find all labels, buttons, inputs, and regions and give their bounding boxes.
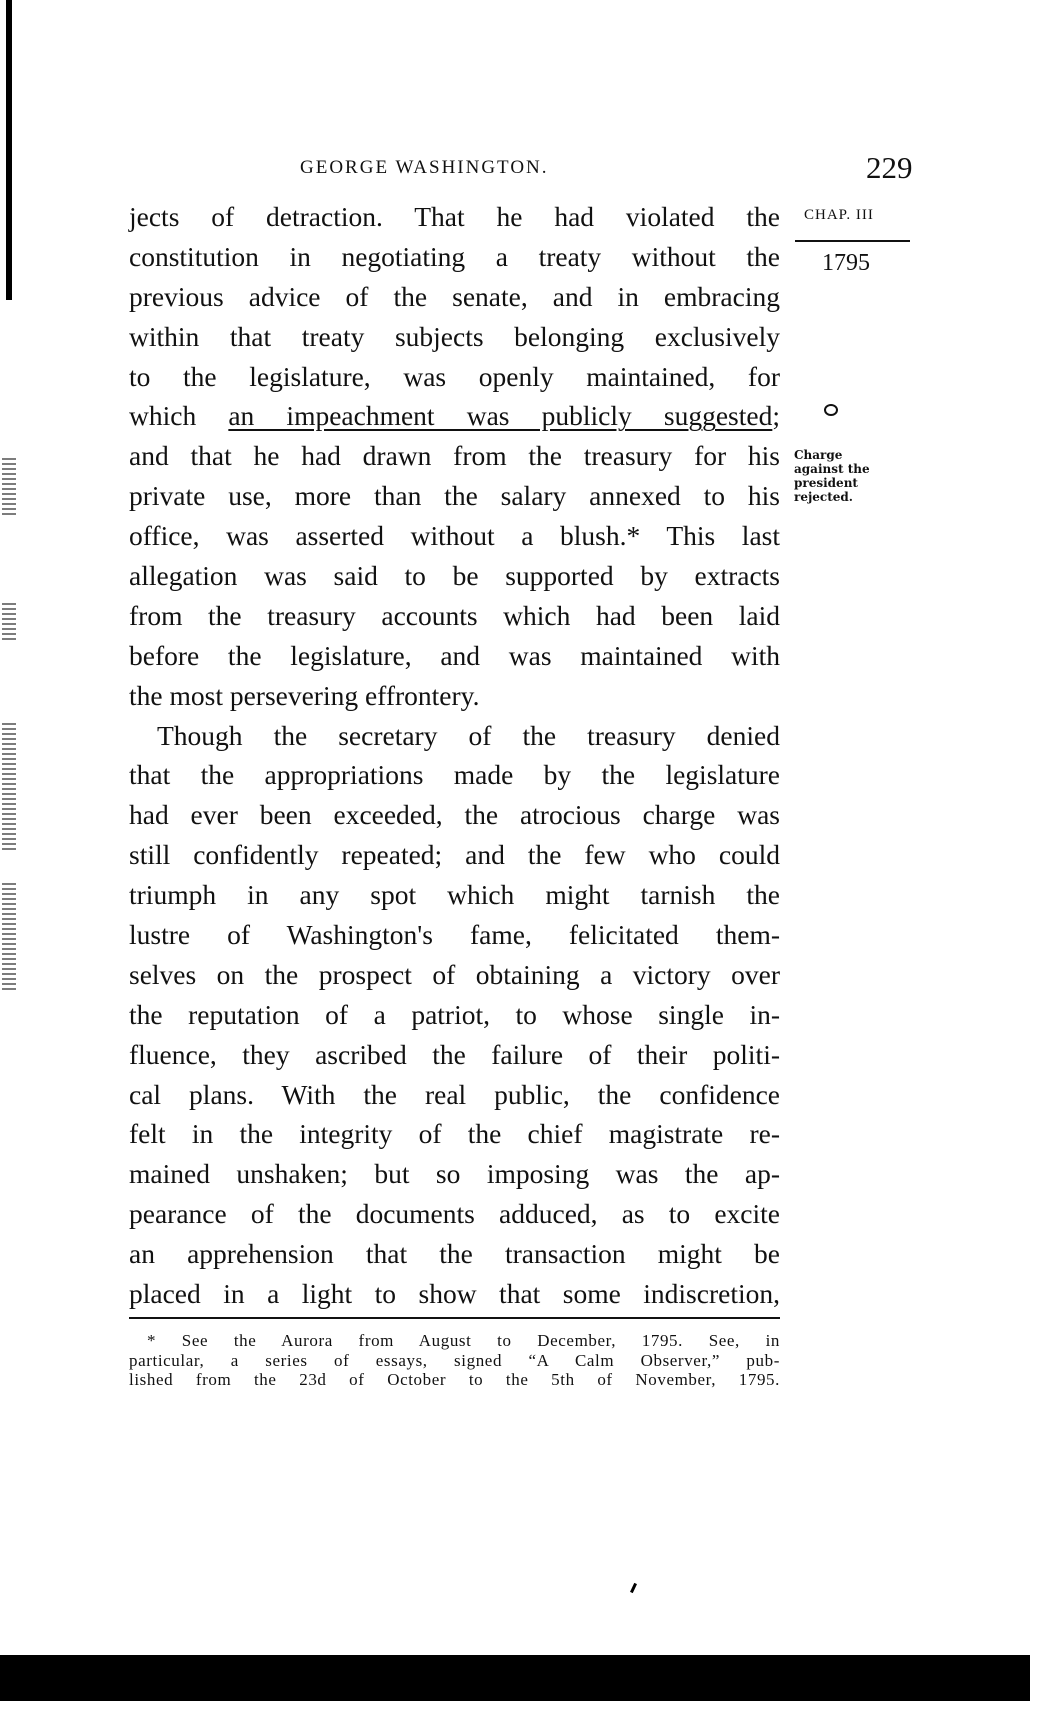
margin-year: 1795 <box>822 250 870 276</box>
text-line: that the appropriations made by the legislature <box>129 759 780 791</box>
text-line: lustre of Washington's fame, felicitated them- <box>129 919 780 951</box>
scan-speckle <box>2 455 16 515</box>
chapter-marker: CHAP. III <box>804 207 874 223</box>
text-line: the most persevering effrontery. <box>129 679 480 711</box>
scan-speckle <box>2 720 16 850</box>
text-line: jects of detraction. That he had violated the <box>129 201 780 232</box>
scan-speckle <box>2 880 16 990</box>
text-line: Though the secretary of the treasury denied <box>157 719 780 751</box>
chapter-rule <box>795 240 910 242</box>
footnote <box>129 1331 780 1390</box>
text-line: had ever been exceeded, the atrocious charge was <box>129 799 780 831</box>
sidenote-line: president <box>794 476 858 490</box>
underlined-phrase: an impeachment was publicly suggested <box>228 400 773 432</box>
text-line: placed in a light to show that some indiscretion, <box>129 1278 780 1310</box>
body-text <box>129 197 780 1314</box>
text-line: constitution in negotiating a treaty without the <box>129 240 780 272</box>
text-line: allegation was said to be supported by extracts <box>129 560 780 592</box>
text-line: fluence, they ascribed the failure of their politi- <box>129 1038 780 1070</box>
text-span: which <box>129 400 229 432</box>
text-line: the reputation of a patriot, to whose single in- <box>129 998 780 1030</box>
running-title: GEORGE WASHINGTON. <box>300 157 549 178</box>
text-line: from the treasury accounts which had been laid <box>129 599 780 631</box>
scan-edge-bar <box>6 0 12 300</box>
text-line: private use, more than the salary annexed to his <box>129 480 780 512</box>
text-line: triumph in any spot which might tarnish the <box>129 879 780 911</box>
text-line: office, was asserted without a blush.* This last <box>129 520 780 552</box>
text-line: cal plans. With the real public, the confidence <box>129 1078 780 1110</box>
footnote-line: * See the Aurora from August to December, 1795. See, in <box>147 1331 780 1350</box>
text-span: ; <box>772 400 780 432</box>
text-line: within that treaty subjects belonging exclusively <box>129 320 780 352</box>
stray-mark <box>630 1583 637 1593</box>
footnote-line: particular, a series of essays, signed “A Calm Observer,” pub- <box>129 1350 780 1370</box>
text-line: before the legislature, and was maintained with <box>129 639 780 671</box>
footnote-rule <box>129 1317 780 1319</box>
sidenote <box>794 448 870 504</box>
text-line: felt in the integrity of the chief magistrate re- <box>129 1118 780 1150</box>
text-line <box>129 396 780 436</box>
footnote-line: lished from the 23d of October to the 5th of November, 1795. <box>129 1370 780 1389</box>
sidenote-line: rejected. <box>794 490 853 504</box>
text-line: and that he had drawn from the treasury for his <box>129 440 780 472</box>
sidenote-line: Charge <box>794 448 843 462</box>
scan-speckle <box>2 600 16 640</box>
text-line: pearance of the documents adduced, as to excite <box>129 1198 780 1230</box>
text-line: previous advice of the senate, and in embracing <box>129 280 780 312</box>
text-line: still confidently repeated; and the few who could <box>129 839 780 871</box>
text-line: selves on the prospect of obtaining a victory over <box>129 958 780 990</box>
text-line: an apprehension that the transaction might be <box>129 1238 780 1270</box>
text-line: to the legislature, was openly maintained, for <box>129 360 780 392</box>
sidenote-line: against the <box>794 462 870 476</box>
page-number: 229 <box>866 150 913 185</box>
pencil-circle-mark <box>824 404 838 416</box>
scan-bottom-bar <box>0 1655 1030 1701</box>
text-line: mained unshaken; but so imposing was the ap- <box>129 1158 780 1190</box>
